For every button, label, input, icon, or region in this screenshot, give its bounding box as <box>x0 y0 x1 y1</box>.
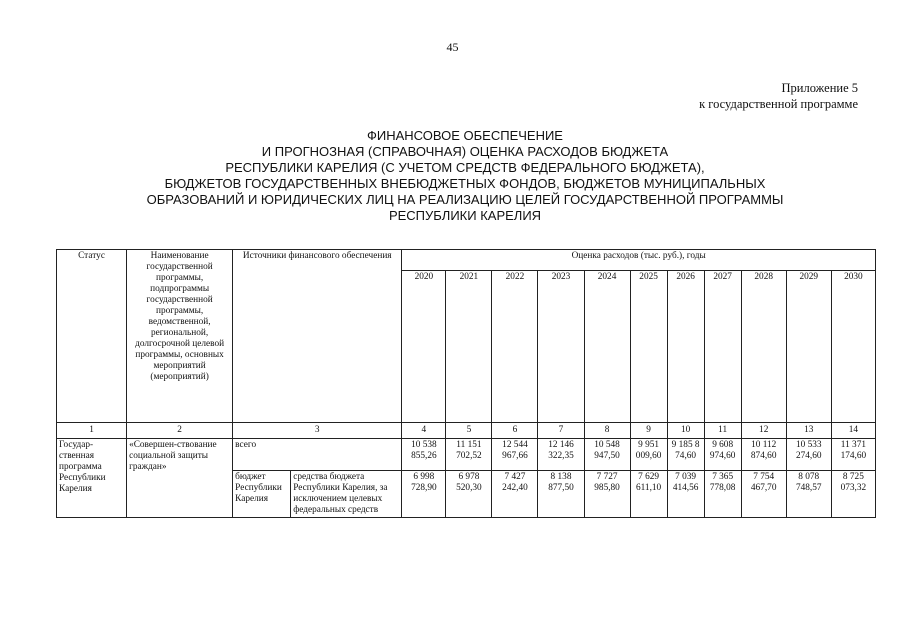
header-status: Статус <box>57 250 127 423</box>
value-cell: 7 629 611,10 <box>630 471 667 518</box>
year-cell: 2021 <box>446 271 492 423</box>
value-cell: 12 544 967,66 <box>492 439 538 471</box>
column-number: 6 <box>492 423 538 439</box>
title-line-6: РЕСПУБЛИКИ КАРЕЛИЯ <box>388 208 542 223</box>
column-number: 4 <box>402 423 446 439</box>
column-number: 9 <box>630 423 667 439</box>
value-cell: 8 078 748,57 <box>786 471 831 518</box>
year-cell: 2023 <box>538 271 584 423</box>
source-budget-cell: бюджет Республики Карелия <box>233 471 291 518</box>
value-cell: 8 138 877,50 <box>538 471 584 518</box>
program-name-cell: «Совершен-ствование социальной защиты граждан» <box>127 439 233 518</box>
value-cell: 6 978 520,30 <box>446 471 492 518</box>
title-line-4: БЮДЖЕТОВ ГОСУДАРСТВЕННЫХ ВНЕБЮДЖЕТНЫХ ФОНДОВ, БЮДЖЕТОВ МУНИЦИПАЛЬНЫХ <box>164 176 766 191</box>
value-cell: 7 427 242,40 <box>492 471 538 518</box>
column-number: 2 <box>127 423 233 439</box>
value-cell: 9 608 974,60 <box>704 439 741 471</box>
source-total-cell: всего <box>233 439 402 471</box>
year-cell: 2022 <box>492 271 538 423</box>
column-number: 3 <box>233 423 402 439</box>
value-cell: 12 146 322,35 <box>538 439 584 471</box>
header-sources: Источники финансового обеспечения <box>233 250 402 423</box>
column-number: 12 <box>741 423 786 439</box>
appendix-line-2: к государственной программе <box>699 97 858 111</box>
page-number: 45 <box>446 40 459 54</box>
value-cell: 7 727 985,80 <box>584 471 630 518</box>
column-number: 10 <box>667 423 704 439</box>
value-cell: 9 185 8 74,60 <box>667 439 704 471</box>
source-budget-detail-cell: средства бюджета Республики Карелия, за исключением целевых федеральных средств <box>291 471 402 518</box>
financing-table <box>56 249 876 518</box>
title-line-1: ФИНАНСОВОЕ ОБЕСПЕЧЕНИЕ <box>367 128 563 143</box>
value-cell: 7 754 467,70 <box>741 471 786 518</box>
column-number: 1 <box>57 423 127 439</box>
value-cell: 11 371 174,60 <box>831 439 875 471</box>
value-cell: 10 533 274,60 <box>786 439 831 471</box>
table-row-total <box>57 439 876 471</box>
value-cell: 8 725 073,32 <box>831 471 875 518</box>
title-line-2: И ПРОГНОЗНАЯ (СПРАВОЧНАЯ) ОЦЕНКА РАСХОДОВ БЮДЖЕТА <box>261 144 669 159</box>
year-cell: 2027 <box>704 271 741 423</box>
value-cell: 6 998 728,90 <box>402 471 446 518</box>
column-number: 13 <box>786 423 831 439</box>
value-cell: 10 112 874,60 <box>741 439 786 471</box>
value-cell: 9 951 009,60 <box>630 439 667 471</box>
document-title <box>60 128 870 224</box>
appendix-label <box>699 80 858 112</box>
year-cell: 2024 <box>584 271 630 423</box>
header-name: Наименование государственной программы, подпрограммы государственной программы, ведомственной, региональной, долгосрочной целевой программы, основных мероприятий (мероприятий) <box>127 250 233 423</box>
value-cell: 10 548 947,50 <box>584 439 630 471</box>
column-number-row <box>57 423 876 439</box>
year-cell: 2030 <box>831 271 875 423</box>
column-number: 8 <box>584 423 630 439</box>
title-line-3: РЕСПУБЛИКИ КАРЕЛИЯ (С УЧЕТОМ СРЕДСТВ ФЕДЕРАЛЬНОГО БЮДЖЕТА), <box>225 160 705 175</box>
column-number: 7 <box>538 423 584 439</box>
column-number: 11 <box>704 423 741 439</box>
header-estimate: Оценка расходов (тыс. руб.), годы <box>402 250 876 271</box>
status-cell: Государ-ственная программа Республики Карелия <box>57 439 127 518</box>
title-line-5: ОБРАЗОВАНИЙ И ЮРИДИЧЕСКИХ ЛИЦ НА РЕАЛИЗАЦИЮ ЦЕЛЕЙ ГОСУДАРСТВЕННОЙ ПРОГРАММЫ <box>146 192 784 207</box>
column-number: 14 <box>831 423 875 439</box>
year-cell: 2029 <box>786 271 831 423</box>
year-cell: 2026 <box>667 271 704 423</box>
header-row <box>57 250 876 271</box>
value-cell: 7 365 778,08 <box>704 471 741 518</box>
year-cell: 2025 <box>630 271 667 423</box>
value-cell: 11 151 702,52 <box>446 439 492 471</box>
year-cell: 2028 <box>741 271 786 423</box>
value-cell: 7 039 414,56 <box>667 471 704 518</box>
value-cell: 10 538 855,26 <box>402 439 446 471</box>
column-number: 5 <box>446 423 492 439</box>
appendix-line-1: Приложение 5 <box>781 81 858 95</box>
year-cell: 2020 <box>402 271 446 423</box>
